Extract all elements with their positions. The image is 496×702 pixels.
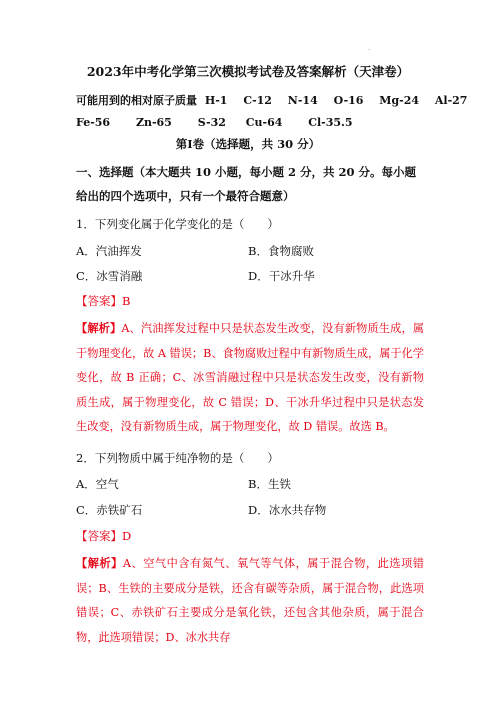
atomic-mass-item: N-14 xyxy=(287,94,318,107)
atomic-mass-label: 可能用到的相对原子质量 xyxy=(76,94,197,107)
atomic-mass-item: H-1 xyxy=(204,94,228,107)
question-2-option-c: C．赤铁矿石 xyxy=(76,503,143,517)
analysis-tag: 【解析】 xyxy=(76,556,123,570)
atomic-mass-item: S-32 xyxy=(197,116,226,129)
question-2-stem: 2．下列物质中属于纯净物的是（ ） xyxy=(76,451,279,465)
atomic-mass-item: Cl-35.5 xyxy=(308,116,353,129)
question-1-option-b: B．食物腐败 xyxy=(248,244,314,258)
atomic-mass-item: O-16 xyxy=(333,94,364,107)
atomic-mass-item: Mg-24 xyxy=(379,94,420,107)
question-2-option-a: A．空气 xyxy=(76,477,119,491)
question-1-option-d: D．干冰升华 xyxy=(248,269,315,283)
instructions: 一、选择题（本大题共 10 小题，每小题 2 分，共 20 分。每小题给出的四个选项中，只有一个最符合题意） xyxy=(76,165,417,203)
question-1-stem: 1．下列变化属于化学变化的是（ ） xyxy=(76,217,279,231)
question-2-answer: 【答案】D xyxy=(76,529,132,543)
question-1-option-a: A．汽油挥发 xyxy=(76,244,142,258)
atomic-mass-item: Fe-56 xyxy=(76,116,111,129)
analysis-text: A、汽油挥发过程中只是状态发生改变，没有新物质生成，属于物理变化，故 A 错误；B、食物腐败过程中有新物质生成，属于化学变化，故 B 正确；C、冰雪消融过程中只是状态发生改变，没有新物质生成，属于物理变化，故 C 错误；D、干冰升华过程中只是状态发生改变，没有新物质生成，属于物理变化，故 D 错误。故选 B。 xyxy=(76,322,424,433)
question-2-option-b: B．生铁 xyxy=(248,477,291,491)
analysis-text: A、空气中含有氮气、氧气等气体，属于混合物，此选项错误；B、生铁的主要成分是铁，还含有碳等杂质，属于混合物，此选项错误；C、赤铁矿石主要成分是氧化铁，还包含其他杂质，属于混合物，此选项错误；D、冰水共存 xyxy=(76,557,424,644)
header-dot: · xyxy=(368,46,371,54)
atomic-mass-line-2 xyxy=(76,116,365,129)
atomic-mass-item: Cu-64 xyxy=(245,116,283,129)
section-title: 第Ⅰ卷（选择题，共 30 分） xyxy=(175,137,321,151)
question-1-analysis xyxy=(76,316,424,440)
document-title: 2023年中考化学第三次模拟考试卷及答案解析（天津卷） xyxy=(86,64,410,79)
atomic-mass-item: Al-27 xyxy=(434,94,468,107)
question-1-answer: 【答案】B xyxy=(76,294,131,308)
question-2-option-d: D．冰水共存物 xyxy=(248,503,327,517)
atomic-mass-item: Zn-65 xyxy=(135,116,172,129)
analysis-tag: 【解析】 xyxy=(76,321,122,335)
atomic-mass-item: C-12 xyxy=(243,94,272,107)
question-1-option-c: C．冰雪消融 xyxy=(76,269,143,283)
atomic-mass-line-1 xyxy=(76,92,479,108)
question-2-analysis xyxy=(76,551,424,650)
